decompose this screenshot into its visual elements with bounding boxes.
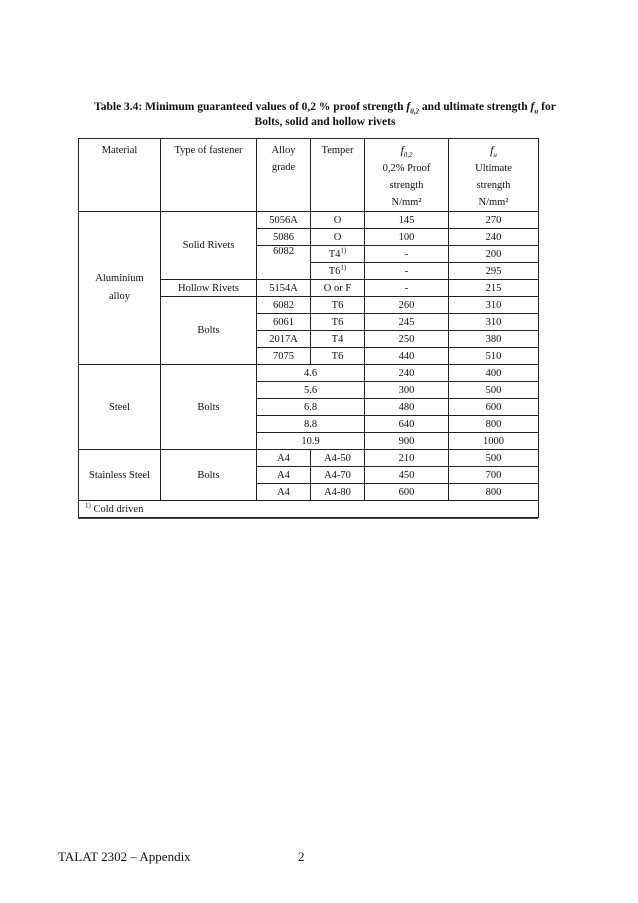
caption-line1-mid: and ultimate strength [418, 101, 531, 113]
fastener-hollow-rivets: Hollow Rivets [161, 280, 257, 297]
fu-cell: 310 [449, 314, 539, 331]
f02-cell: - [365, 280, 449, 297]
grade-cell: 5.6 [257, 382, 365, 399]
strength-table [78, 138, 539, 518]
header-fu-text: Ultimate strength N/mm² [475, 163, 512, 208]
temper-cell: A4-70 [311, 467, 365, 484]
header-material: Material [79, 139, 161, 212]
f02-cell: 440 [365, 348, 449, 365]
footnote-ref: 1) [340, 263, 347, 271]
alloy-cell: 6082 [257, 246, 311, 280]
footnote-cell [79, 501, 539, 518]
temper-cell [311, 246, 365, 263]
fu-cell: 215 [449, 280, 539, 297]
footnote-ref: 1) [340, 246, 347, 254]
f02-cell: 300 [365, 382, 449, 399]
caption-fu-sub: u [534, 107, 539, 116]
temper-cell: A4-50 [311, 450, 365, 467]
temper-cell: A4-80 [311, 484, 365, 501]
alloy-cell: 2017A [257, 331, 311, 348]
caption-f02-sub: 0,2 [410, 107, 419, 116]
fu-cell: 295 [449, 263, 539, 280]
material-steel: Steel [79, 365, 161, 450]
f02-cell: 240 [365, 365, 449, 382]
temper-cell: T6 [311, 314, 365, 331]
fu-cell: 800 [449, 416, 539, 433]
material-aluminium: Aluminium alloy [79, 212, 161, 365]
alloy-cell: 7075 [257, 348, 311, 365]
header-f02 [365, 139, 449, 212]
material-stainless: Stainless Steel [79, 450, 161, 501]
header-fu-sub: u [493, 151, 497, 160]
temper-value: T6 [328, 265, 341, 277]
header-alloy-grade: Alloy grade [257, 139, 311, 212]
fastener-stainless-bolts: Bolts [161, 450, 257, 501]
fu-cell: 500 [449, 382, 539, 399]
f02-cell: 900 [365, 433, 449, 450]
fastener-solid-rivets: Solid Rivets [161, 212, 257, 280]
f02-cell: 245 [365, 314, 449, 331]
fastener-steel-bolts: Bolts [161, 365, 257, 450]
f02-cell: 450 [365, 467, 449, 484]
page-number: 2 [298, 849, 305, 864]
temper-cell: T6 [311, 348, 365, 365]
fastener-bolts: Bolts [161, 297, 257, 365]
f02-cell: 145 [365, 212, 449, 229]
table-row [79, 212, 539, 229]
f02-cell: 260 [365, 297, 449, 314]
table-row [79, 450, 539, 467]
alloy-cell: A4 [257, 450, 311, 467]
temper-cell [311, 263, 365, 280]
grade-cell: 6.8 [257, 399, 365, 416]
fu-cell: 510 [449, 348, 539, 365]
f02-cell: - [365, 246, 449, 263]
table-bottom-rule [78, 518, 538, 519]
header-f02-text: 0,2% Proof strength N/mm² [382, 163, 431, 208]
footnote-row [79, 501, 539, 518]
caption-line2: Bolts, solid and hollow rivets [254, 116, 396, 128]
f02-cell: 210 [365, 450, 449, 467]
fu-cell: 800 [449, 484, 539, 501]
grade-cell: 10.9 [257, 433, 365, 450]
table-caption [60, 100, 590, 130]
fu-cell: 1000 [449, 433, 539, 450]
temper-cell: O [311, 229, 365, 246]
fu-cell: 200 [449, 246, 539, 263]
fu-cell: 270 [449, 212, 539, 229]
temper-cell: T4 [311, 331, 365, 348]
temper-value: T4 [328, 248, 341, 260]
alloy-cell: 6061 [257, 314, 311, 331]
fu-cell: 500 [449, 450, 539, 467]
alloy-cell: 5154A [257, 280, 311, 297]
temper-cell: O or F [311, 280, 365, 297]
f02-cell: - [365, 263, 449, 280]
fu-cell: 400 [449, 365, 539, 382]
header-temper: Temper [311, 139, 365, 212]
temper-cell: T6 [311, 297, 365, 314]
header-f02-symbol: f [400, 143, 404, 157]
header-fu-symbol: f [490, 143, 494, 157]
alloy-cell: A4 [257, 484, 311, 501]
fu-cell: 240 [449, 229, 539, 246]
header-f02-sub: 0,2 [403, 151, 413, 160]
f02-cell: 100 [365, 229, 449, 246]
footnote-marker: 1) [85, 501, 91, 509]
caption-line1-suffix: for [538, 101, 556, 113]
caption-line1-prefix: Table 3.4: Minimum guaranteed values of 0,2 % proof strength [94, 101, 407, 113]
fu-cell: 600 [449, 399, 539, 416]
header-fu [449, 139, 539, 212]
header-fastener: Type of fastener [161, 139, 257, 212]
grade-cell: 8.8 [257, 416, 365, 433]
f02-cell: 640 [365, 416, 449, 433]
table-row [79, 365, 539, 382]
f02-cell: 600 [365, 484, 449, 501]
footnote-text: Cold driven [93, 503, 144, 515]
footer-title: TALAT 2302 – Appendix [58, 849, 191, 864]
caption-f02-symbol: f [406, 101, 411, 113]
alloy-cell: 5056A [257, 212, 311, 229]
alloy-cell: 5086 [257, 229, 311, 246]
header-row [79, 139, 539, 212]
temper-cell: O [311, 212, 365, 229]
f02-cell: 250 [365, 331, 449, 348]
fu-cell: 310 [449, 297, 539, 314]
f02-cell: 480 [365, 399, 449, 416]
fu-cell: 700 [449, 467, 539, 484]
alloy-cell: 6082 [257, 297, 311, 314]
alloy-cell: A4 [257, 467, 311, 484]
grade-cell: 4.6 [257, 365, 365, 382]
fu-cell: 380 [449, 331, 539, 348]
caption-fu-symbol: f [530, 101, 535, 113]
